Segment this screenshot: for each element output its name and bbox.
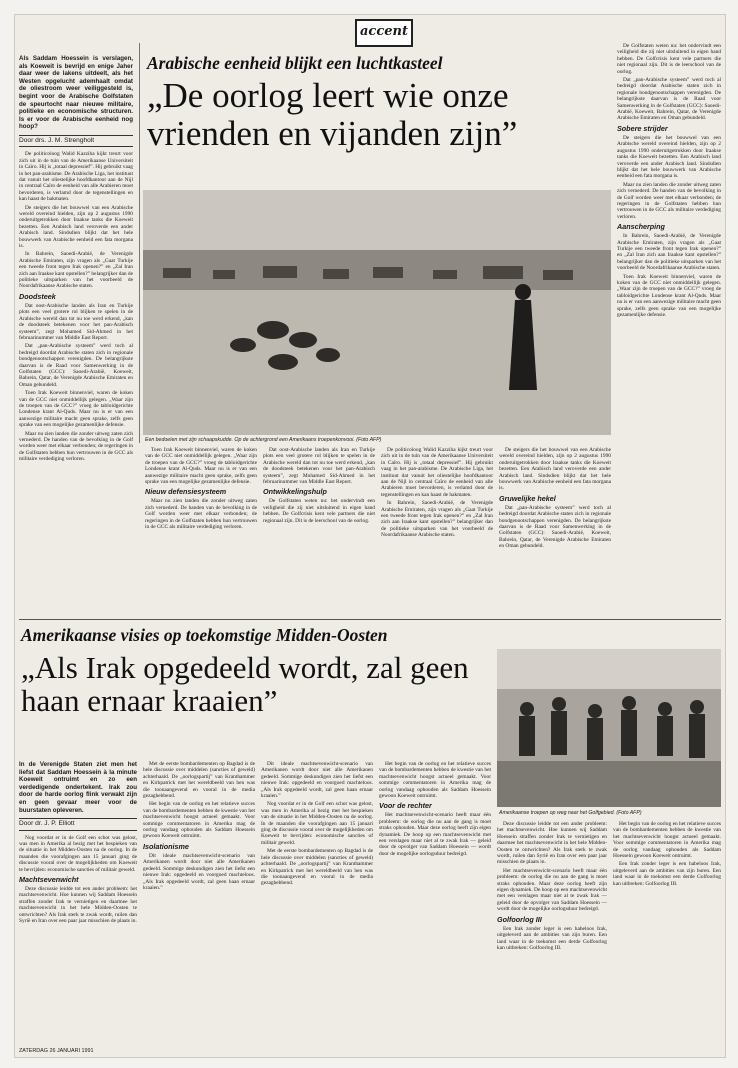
subhead-sobere-strijder: Sobere strijder [617,123,668,133]
bottom-column-4 [379,761,491,1041]
bottom-body-paragraph: Het begin van de oorlog en het relatieve succes van de bombardementen hebben de kwestie van het machtsevenwicht hoogst actueel gemaakt. Voor sommige commentatoren in Amerika mag de oorlog vandaag ophouden als Saddam Hoessein gewoon Koeweit ontruimt. [143,801,255,840]
top-right-column [617,43,721,613]
subhead-ontwikkelingshulp: Ontwikkelingshulp [263,487,327,497]
newspaper-page [14,14,726,1058]
caption-part-2: Op de achtergrond een Amerikaans troepenkonvooi. (Foto AFP) [234,437,382,443]
top-body-paragraph: Toen Irak Koeweit binnenviel, waren de koken van de GCC niet onmiddellijk gelegen. „Waar zijn de troepen van de GCC?” vroeg de tabloidgerichte Londense krant Al-Quds. Maar nu is er van een aanwezige militaire macht geen sprake, zelfs geen sprake van een mogelijke gezamenlijke defensie. [19,390,133,429]
top-byline: Door drs. J. M. Strengholt [19,135,133,147]
subhead-machtsevenwicht: Machtsevenwicht [19,875,79,884]
bottom-body-paragraph: Nog voordat er in de Golf een schot was gelost, was men in Amerika al bezig met het bespieken van de situatie in het Midden-Oosten na de oorlog. In de maanden die voorafgingen aan 15 januari ging de discussie vooral over de mogelijkheden om Koeweit te bevrijden: economische sancties of militair geweld. [261,801,373,846]
subhead-nieuw-defensiesysteem: Nieuw defensiesysteem [145,487,227,497]
top-column-3 [263,447,375,615]
top-body-paragraph: De steigers die het bouwwel van een Arabische wereld overeind hielden, zijn op 2 augustus 1990 onderuitgetrokken door Iraakse tanks die Koeweit bezetten. Een Arabisch land veroverde een ander Arabisch land. Sindsdien blijkt dat het hele bouwwerk van Arabische eenheid een fata morgana is. [19,204,133,250]
troops-illustration [497,649,721,807]
top-column-4 [381,447,493,615]
top-column-5 [499,447,611,615]
bottom-body-paragraph: Het begin van de oorlog en het relatieve succes van de bombardementen hebben de kwestie van het machtsevenwicht hoogst actueel gemaakt. Voor sommige commentatoren in Amerika mag de oorlog vandaag ophouden als Saddam Hoessein gewoon Koeweit ontruimt. [379,761,491,800]
top-body-paragraph: Maar nu zien landen die zonder uitweg zaten zich vernederd. De handen van de bevolking in de Golf worden weer met elkaar verbonden; de regeringen in de Golfstaten hebben hun vertrouwen in de GCC als militaire verdediging verloren. [145,498,257,531]
subhead-aanscherping: Aanscherping [617,222,665,232]
photo-illustration [143,190,611,435]
bottom-body-paragraph: Dit ideale machtsevenwicht-scenario van Amerikanen wordt door niet alle Amerikanen gedeeld. Sommige deskundigen zien het liefst een nieuwe Irak: opgedeeld en voorgoed machteloos. „Als Irak opgedeeld wordt, zal geen haan ernaar kraaien.” [143,852,255,891]
top-column-2 [145,447,257,615]
top-body-paragraph: Dat „pan-Arabische systeem” werd toch al bedreigd doordat Arabische staten zich in regionale bondgenootschappen verenigden. De belangrijkste daarvan is de Raad voor Samenwerking in de Golfstaten (GCC): Saoedi-Arabië, Koeweit, Bahrein, Qatar, de Verenigde Arabische Emiraten en Oman gebundeld. [617,77,721,122]
top-body-paragraph: De steigers die het bouwwel van een Arabische wereld overeind hielden, zijn op 2 augustus 1990 onderuitgetrokken door Iraakse tanks die Koeweit bezetten. Een Arabisch land veroverde een ander Arabisch land. Sindsdien blijkt dat het hele bouwwerk van Arabische eenheid een fata morgana is. [499,447,611,492]
caption-part-1: Een bedoeïen met zijn schaapskudde. [145,437,233,443]
top-body-paragraph: Maar nu zien landen die zonder uitweg zaten zich vernederd. De handen van de bevolking in de Golf worden weer met elkaar verbonden; de regeringen in de Golfstaten hebben hun vertrouwen in de GCC als militaire verdediging verloren. [617,181,721,220]
subhead-voor-de-rechter: Voor de rechter [379,801,432,811]
subhead-isolationisme: Isolationisme [143,841,189,851]
top-body-paragraph: In Bahrein, Saoedi-Arabië, de Verenigde Arabische Emiraten, zijn vragen als „Gaat Turkije een tweede front tegen Irak openen?” en „Zal Iran zich aan Iraakse kant opstellen?” belangrijker dan de politieke uitsparken van het voorbeeld de Noordafrikaanse Arabische staten. [381,500,493,539]
bottom-body-paragraph: Het machtsevenwicht-scenario heeft maar één probleem: de oorlog die nu aan de gang is moet straks ophouden. Maar deze oorlog heeft zijn eigen dynamiek. De hoop op een machtsevenwicht met een verslagen maar niet al te zwak Irak — geleid door de opvolger van Saddam Hoessein — wordt door de mogelijke oorlogsduur bedreigd. [379,812,491,857]
bottom-column-3 [261,761,373,1041]
top-body-paragraph: Maar nu zien landen die zonder uitweg zaten zich vernederd. De handen van de bevolking in de Golf worden weer met elkaar verbonden; de regeringen in de Golfstaten hebben hun vertrouwen in de GCC als militaire verdediging verloren. [19,430,133,463]
subhead-golfoorlog-iii: Golfoorlog III [497,914,542,924]
top-body-paragraph: Dat „pan-Arabische systeem” werd toch al bedreigd doordat Arabische staten zich in regionale bondgenootschappen verenigden. De belangrijkste daarvan is de Raad voor Samenwerking in de Golfstaten (GCC): Saoedi-Arabië, Koeweit, Bahrein, Qatar, de Verenigde Arabische Emiraten en Oman gebundeld. [19,343,133,388]
bottom-byline: Door dr. J. P. Elliott [19,818,137,830]
bottom-body-paragraph: Nog voordat er in de Golf een schot was gelost, was men in Amerika al bezig met het bespieken van de situatie in het Midden-Oosten na de oorlog. In de maanden die voorafgingen aan 15 januari ging de discussie vooral over de mogelijkheden om Koeweit te bevrijden: economische sancties of militair geweld. [19,834,137,873]
bottom-headline: „Als Irak opgedeeld wordt, zal geen haan ernaar kraaien” [21,650,469,719]
subhead-doodsteek: Doodsteek [19,291,56,301]
subhead-gruwelijke-hekel: Gruwelijke hekel [499,493,556,503]
bottom-column-6 [613,821,721,1041]
bottom-body-paragraph: Een Irak zonder leger is een habeloos Irak, uitgeleverd aan de ambities van zijn buren. Een land waar in de toekomst een derde Golfoorlog kan uitbreken: Golfoorlog III. [497,925,607,951]
top-kicker: Arabische eenheid blijkt een luchtkasteel [147,53,443,73]
bottom-column-5 [497,821,607,1041]
top-body-paragraph: De politicoloog Walid Kazziha kijkt treurt voor zich uit in de tuin van de Amerikaanse Universiteit in Caïro. Hij is „totaal depressief”. Hij gebruikt vaag in het pan-arabisme. De Arabische Liga, het instituut dat vanuit het oliestelijke hoofdkantoor aan de Nijl in centraal Caïro de eenheid van alle Arabieren moet bevorderen, is verlamd door de tegenstellingen en kan haast de hakmaten. [381,447,493,498]
bottom-photo-caption: Amerikaanse troepen op weg naar het Golfgebied. (Foto AFP) [499,810,642,816]
top-body-paragraph: De Golfstaten weten nu: het ondervindt een veiligheid die zij niet uitsluitend in eigen hand hebben. De Golfcrisis kent vele partners die niet regionaal zijn. Dit is de leerschool van de oorlog. [263,498,375,524]
troops-photo [497,649,721,807]
top-body-paragraph: Dat oost-Arabische landen als Iran en Turkije plots een veel grotere rol blijken te spelen in de Arabische wereld dan tot nu toe werd erkend, „kan de doodsteek betekenen voor het pan-Arabisch systeem”, zegt Mohamed Sid-Ahmed in het februarinummer van Middle East Report. [263,447,375,486]
top-lead: Als Saddam Hoessein is verslagen, als Koeweit is bevrijd en enige Jaher daar weer de lakens uitdeelt, als het Westen opgelucht ademhaalt omdat de oliestroom weer veiliggesteld is, begint voor de Arabische Golfstaten de speurtocht naar nieuwe militaire, politieke en economische structuren. Is er voor de Arabische eenheid nog hoop? [19,55,133,131]
bottom-lead: In de Verenigde Staten ziet men het liefst dat Saddam Hoessein à la minute Koeweit ontruimt en zo een verdedigende ondertekent. Irak zou door de harde oorlog flink verwakt zijn en geen gevaar meer voor de buurstaten opleveren. [19,761,137,814]
top-body-paragraph: In Bahrein, Saoedi-Arabië, de Verenigde Arabische Emiraten, zijn vragen als „Gaat Turkije een tweede front tegen Irak openen?” en „Zal Iran zich aan Iraakse kant opstellen?” belangrijker dan de politieke uitsparken van het voorbeeld de Noordafrikaanse Arabische staten. [617,233,721,272]
section-logo: accent [355,19,413,47]
bottom-body-paragraph: Met de eerste bombardementen op Bagdad is de hele discussie over middelen (sancties of geweld) achterhaald. De „oorlogspartij” van Kranthammer en Kirkpatrick met het wereldbeeld van hen was die toonaangevend en vooral in de media gezaghebbend. [261,848,373,887]
top-headline: „De oorlog leert wie onze vrienden en vijanden zijn” [147,76,518,153]
bottom-body-paragraph: Deze discussie leidde tot een ander probleem: het machtsevenwicht. Hoe kunnen wij Saddam Hoessein straffen zonder Irak te vernietigen en daarmee het machtsevenwicht in het hele Midden-Oosten te ontwrichten? Als Irak sterk te zwak wordt, ruilen dan Syrië en Iran over een paar jaar misschien de plaats in. [497,821,607,866]
bottom-body-paragraph: Het machtsevenwicht-scenario heeft maar één probleem: de oorlog die nu aan de gang is moet straks ophouden. Maar deze oorlog heeft zijn eigen dynamiek. De hoop op een machtsevenwicht met een verslagen maar niet al te zwak Irak — geleid door de opvolger van Saddam Hoessein — wordt door de mogelijke oorlogsduur bedreigd. [497,867,607,913]
page-footer: ZATERDAG 26 JANUARI 1991 [19,1048,94,1054]
bottom-body-paragraph: Het begin van de oorlog en het relatieve succes van de bombardementen hebben de kwestie van het machtsevenwicht hoogst actueel gemaakt. Voor sommige commentatoren in Amerika mag de oorlog vandaag ophouden als Saddam Hoessein gewoon Koeweit ontruimt. [613,821,721,860]
top-body-paragraph: Toen Irak Koeweit binnenviel, waren de koken van de GCC niet onmiddellijk gelegen. „Waar zijn de troepen van de GCC?” vroeg de tabloidgerichte Londense krant Al-Quds. Maar nu is er van een aanwezige militaire macht geen sprake, zelfs geen sprake van een mogelijke gezamenlijke defensie. [145,447,257,486]
bottom-body-paragraph: Een Irak zonder leger is een habeloos Irak, uitgeleverd aan de ambities van zijn buren. Een land waar in de toekomst een derde Golfoorlog kan uitbreken: Golfoorlog III. [613,861,721,887]
top-body-paragraph: De steigers die het bouwwel van een Arabische wereld overeind hielden, zijn op 2 augustus 1990 onderuitgetrokken door Iraakse tanks die Koeweit bezetten. Een Arabisch land veroverde een ander Arabisch land. Sindsdien blijkt dat het hele bouwwerk van Arabische eenheid een fata morgana is. [617,134,721,180]
bottom-body-paragraph: Deze discussie leidde tot een ander probleem: het machtsevenwicht. Hoe kunnen wij Saddam Hoessein straffen zonder Irak te vernietigen en daarmee het machtsevenwicht in het hele Midden-Oosten te ontwrichten? Als Irak sterk te zwak wordt, ruilen dan Syrië en Iran over een paar jaar misschien de plaats in. [19,886,137,925]
top-body-paragraph: In Bahrein, Saoedi-Arabië, de Verenigde Arabische Emiraten, zijn vragen als „Gaat Turkije een tweede front tegen Irak openen?” en „Zal Iran zich aan Iraakse kant opstellen?” belangrijker dan de politieke uitsparken van het voorbeeld de Noordafrikaanse Arabische staten. [19,251,133,290]
bottom-body-paragraph: Dit ideale machtsevenwicht-scenario van Amerikanen wordt door niet alle Amerikanen gedeeld. Sommige deskundigen zien het liefst een nieuwe Irak: opgedeeld en voorgoed machteloos. „Als Irak opgedeeld wordt, zal geen haan ernaar kraaien.” [261,761,373,800]
top-body-paragraph: Dat oost-Arabische landen als Iran en Turkije plots een veel grotere rol blijken te spelen in de Arabische wereld dan tot nu toe werd erkend, „kan de doodsteek betekenen voor het pan-Arabisch systeem”, zegt Mohamed Sid-Ahmed in het februarinummer van Middle East Report. [19,302,133,341]
bottom-column-2 [143,761,255,1041]
bottom-kicker: Amerikaanse visies op toekomstige Midden-Oosten [21,625,388,645]
desert-photo [143,190,611,435]
top-body-paragraph: Toen Irak Koeweit binnenviel, waren de koken van de GCC niet onmiddellijk gelegen. „Waar zijn de troepen van de GCC?” vroeg de tabloidgerichte Londense krant Al-Quds. Maar nu is er van een aanwezige militaire macht geen sprake, zelfs geen sprake van een mogelijke gezamenlijke defensie. [617,273,721,319]
top-photo-caption [145,437,613,443]
top-body-paragraph: De Golfstaten weten nu: het ondervindt een veiligheid die zij niet uitsluitend in eigen hand hebben. De Golfcrisis kent vele partners die niet regionaal zijn. Dit is de leerschool van de oorlog. [617,43,721,75]
top-body-paragraph: Dat „pan-Arabische systeem” werd toch al bedreigd doordat Arabische staten zich in regionale bondgenootschappen verenigden. De belangrijkste daarvan is de Raad voor Samenwerking in de Golfstaten (GCC): Saoedi-Arabië, Koeweit, Bahrein, Qatar, de Verenigde Arabische Emiraten en Oman gebundeld. [499,504,611,550]
top-lead-column [19,55,133,615]
top-body-paragraph: De politicoloog Walid Kazziha kijkt treurt voor zich uit in de tuin van de Amerikaanse Universiteit in Caïro. Hij is „totaal depressief”. Hij gebruikt vaag in het pan-arabisme. De Arabische Liga, het instituut dat vanuit het oliestelijke hoofdkantoor aan de Nijl in centraal Caïro de eenheid van alle Arabieren moet bevorderen, is verlamd door de tegenstellingen en kan haast de hakmaten. [19,151,133,203]
bottom-body-paragraph: Met de eerste bombardementen op Bagdad is de hele discussie over middelen (sancties of geweld) achterhaald. De „oorlogspartij” van Kranthammer en Kirkpatrick met het wereldbeeld van hen was die toonaangevend en vooral in de media gezaghebbend. [143,761,255,800]
bottom-lead-column [19,761,137,1041]
